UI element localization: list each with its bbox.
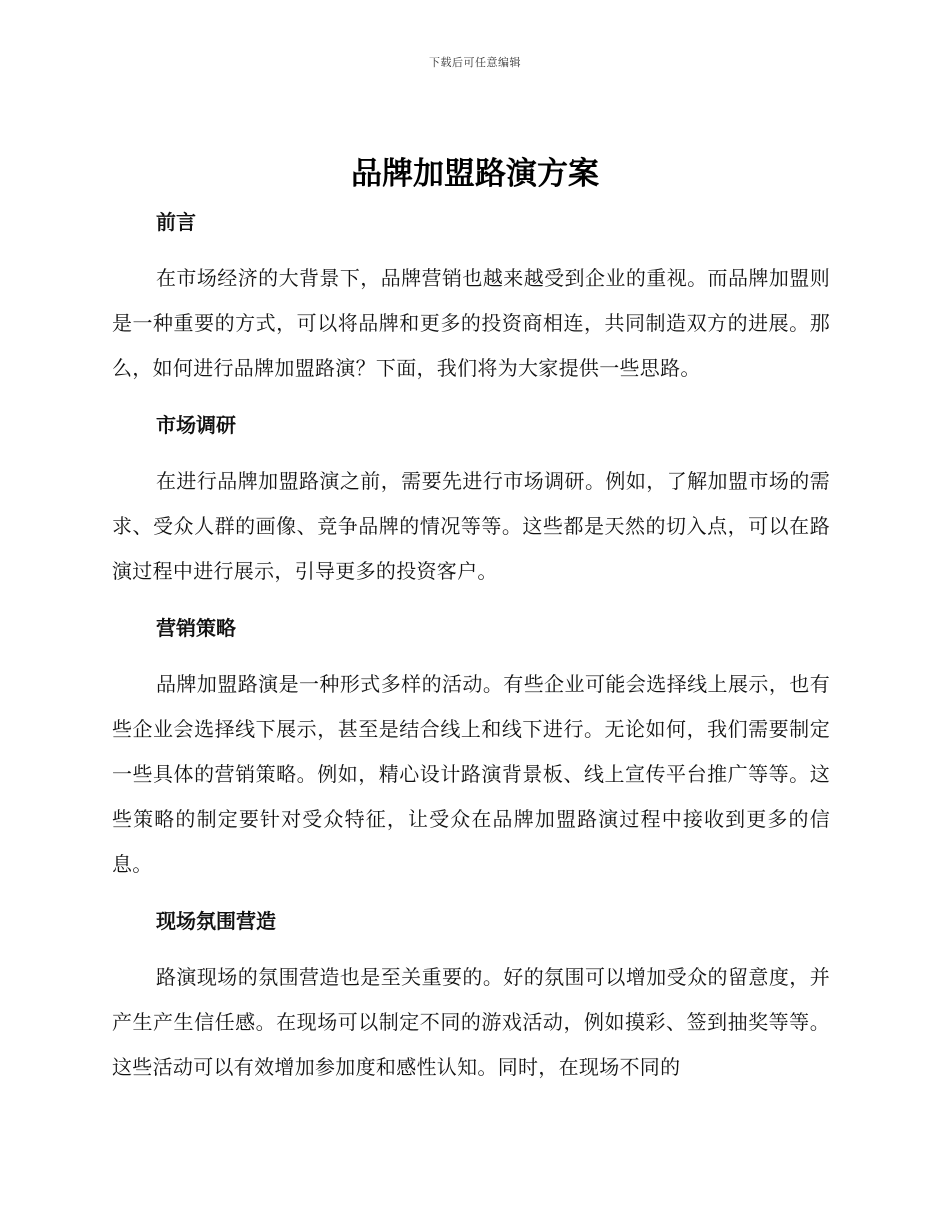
section-paragraph-marketing-strategy: 品牌加盟路演是一种形式多样的活动。有些企业可能会选择线上展示，也有些企业会选择线下展示，甚至是结合线上和线下进行。无论如何，我们需要制定一些具体的营销策略。例如，精心设计路演背景板、线上宣传平台推广等等。这些策略的制定要针对受众特征，让受众在品牌加盟路演过程中接收到更多的信息。 <box>112 672 830 876</box>
section-heading-atmosphere: 现场氛围营造 <box>156 909 276 933</box>
section-heading-marketing-strategy: 营销策略 <box>156 616 236 640</box>
section-paragraph-preface: 在市场经济的大背景下，品牌营销也越来越受到企业的重视。而品牌加盟则是一种重要的方式，可以将品牌和更多的投资商相连，共同制造双方的进展。那么，如何进行品牌加盟路演？下面，我们将为大家提供一些思路。 <box>112 266 830 380</box>
section-heading-preface: 前言 <box>156 210 196 234</box>
document-title: 品牌加盟路演方案 <box>351 156 599 192</box>
page-header-note: 下载后可任意编辑 <box>429 56 521 69</box>
document-body <box>112 200 830 1102</box>
section-paragraph-atmosphere: 路演现场的氛围营造也是至关重要的。好的氛围可以增加受众的留意度，并产生产生信任感。在现场可以制定不同的游戏活动，例如摸彩、签到抽奖等等。这些活动可以有效增加参加度和感性认知。同时，在现场不同的 <box>112 965 830 1079</box>
section-paragraph-market-research: 在进行品牌加盟路演之前，需要先进行市场调研。例如，了解加盟市场的需求、受众人群的画像、竞争品牌的情况等等。这些都是天然的切入点，可以在路演过程中进行展示，引导更多的投资客户。 <box>112 469 830 583</box>
section-heading-market-research: 市场调研 <box>156 413 236 437</box>
